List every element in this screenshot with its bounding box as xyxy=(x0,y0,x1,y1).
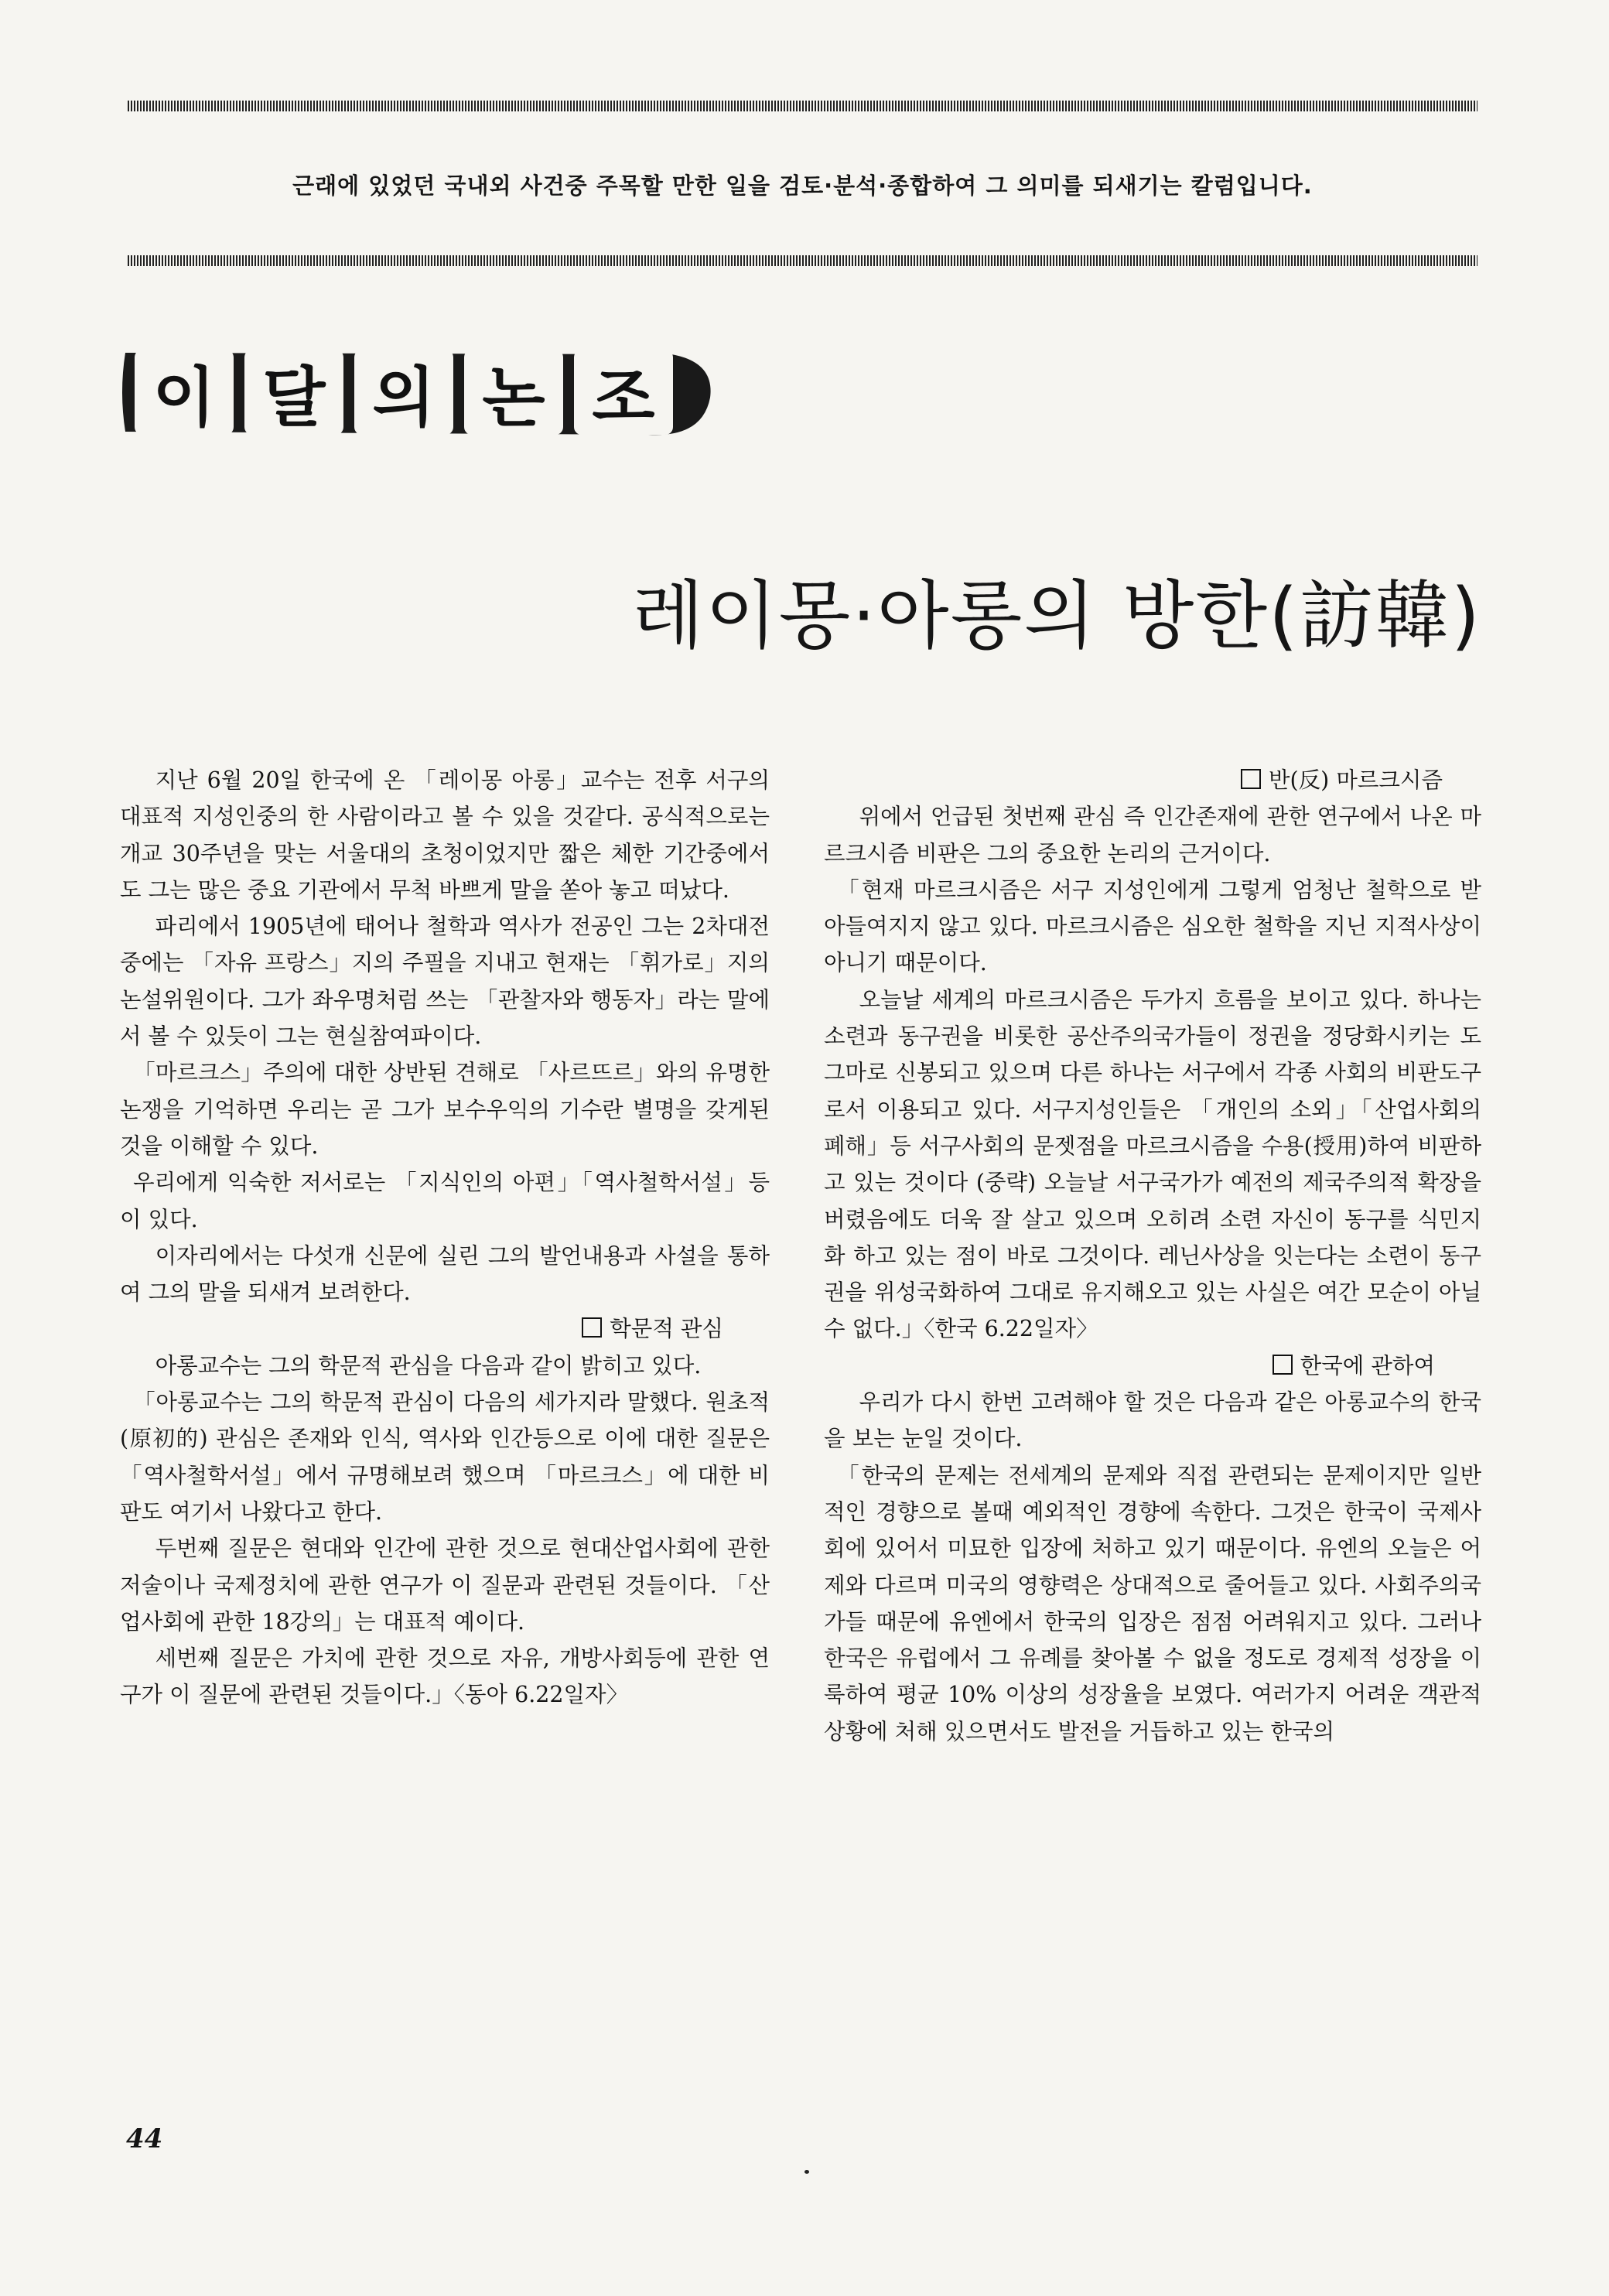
paragraph: 파리에서 1905년에 태어나 철학과 역사가 전공인 그는 2차대전중에는 「자유 프랑스」지의 주필을 지내고 현재는 「휘가로」지의 논설위원이다. 그가 좌우명처럼 쓰는 「관찰자와 행동자」라는 말에서 볼 수 있듯이 그는 현실참여파이다. xyxy=(120,914,770,1050)
section-heading xyxy=(120,1310,770,1347)
paragraph: 지난 6월 20일 한국에 온 「레이몽 아롱」교수는 전후 서구의 대표적 지성인중의 한 사람이라고 볼 수 있을 것같다. 공식적으로는 개교 30주년을 맞는 서울대의 초청이었지만 짧은 체한 기간중에서도 그는 많은 중요 기관에서 무척 바쁘게 말을 쏟아 놓고 떠났다. xyxy=(120,767,770,903)
paragraph: 우리에게 익숙한 저서로는 「지식인의 아편」「역사철학서설」등이 있다. xyxy=(120,1170,770,1232)
logo-char: 이 xyxy=(135,350,234,435)
checkbox-bullet-icon xyxy=(1273,1355,1293,1375)
paragraph: 아롱교수는 그의 학문적 관심을 다음과 같이 밝히고 있다. xyxy=(155,1352,702,1379)
right-column xyxy=(824,762,1481,1750)
article-title: 레이몽·아롱의 방한(訪韓) xyxy=(632,572,1481,659)
section-heading xyxy=(824,762,1481,798)
column-intro: 근래에 있었던 국내외 사건중 주목할 만한 일을 검토·분석·종합하여 그 의미를 되새기는 칼럼입니다. xyxy=(292,173,1313,199)
section-heading-label: 반(反) 마르크시즘 xyxy=(1269,767,1443,793)
checkbox-bullet-icon xyxy=(1241,769,1261,789)
section-heading-label: 한국에 관하여 xyxy=(1300,1352,1435,1379)
header-rule-bottom xyxy=(128,255,1477,266)
paragraph: 「마르크스」주의에 대한 상반된 견해로 「사르뜨르」와의 유명한 논쟁을 기억하면 우리는 곧 그가 보수우익의 기수란 별명을 갖게된 것을 이해할 수 있다. xyxy=(120,1060,770,1159)
column-logo xyxy=(114,339,718,446)
print-speck xyxy=(804,2170,809,2174)
quote-paragraph: 세번째 질문은 가치에 관한 것으로 자유, 개방사회등에 관한 연구가 이 질문에 관련된 것들이다.」〈동아 6.22일자〉 xyxy=(120,1645,770,1708)
header-rule-top xyxy=(128,101,1477,111)
page-number: 44 xyxy=(126,2123,163,2154)
quote-paragraph: 오늘날 세계의 마르크시즘은 두가지 흐름을 보이고 있다. 하나는 소련과 동구권을 비롯한 공산주의국가들이 정권을 정당화시키는 도그마로 신봉되고 있으며 다른 하나는 서구에서 각종 사회의 비판도구로서 이용되고 있다. 서구지성인들은 「개인의 소외」「산업사회의 폐해」등 서구사회의 문젯점을 마르크시즘을 수용(授用)하여 비판하고 있는 것이다 (중략) 오늘날 서구국가가 예전의 제국주의적 확장을 버렸음에도 더욱 잘 살고 있으며 오히려 소련 자신이 동구를 식민지화 하고 있는 점이 바로 그것이다. 레닌사상을 잇는다는 소련이 동구권을 위성국화하여 그대로 유지해오고 있는 사실은 여간 모순이 아닐 수 없다.」〈한국 6.22일자〉 xyxy=(824,986,1481,1342)
quote-paragraph: 두번째 질문은 현대와 인간에 관한 것으로 현대산업사회에 관한 저술이나 국제정치에 관한 연구가 이 질문과 관련된 것들이다. 「산업사회에 관한 18강의」는 대표적 예이다. xyxy=(120,1536,770,1635)
quote-paragraph: 「한국의 문제는 전세계의 문제와 직접 관련되는 문제이지만 일반적인 경향으로 볼때 예외적인 경향에 속한다. 그것은 한국이 국제사회에 있어서 미묘한 입장에 처하고 있기 때문이다. 유엔의 오늘은 어제와 다르며 미국의 영향력은 상대적으로 줄어들고 있다. 사회주의국가들 때문에 유엔에서 한국의 입장은 점점 어려워지고 있다. 그러나 한국은 유럽에서 그 유례를 찾아볼 수 없을 정도로 경제적 성장을 이룩하여 평균 10% 이상의 성장율을 보였다. 여러가지 어려운 객관적 상황에 처해 있으면서도 발전을 거듭하고 있는 한국의 xyxy=(824,1462,1481,1744)
quote-paragraph: 「현재 마르크시즘은 서구 지성인에게 그렇게 엄청난 철학으로 받아들여지지 않고 있다. 마르크시즘은 심오한 철학을 지닌 지적사상이 아니기 때문이다. xyxy=(824,876,1481,976)
checkbox-bullet-icon xyxy=(582,1317,602,1338)
logo-char: 달 xyxy=(244,350,343,435)
logo-char: 조 xyxy=(574,350,673,435)
left-column xyxy=(120,762,770,1713)
logo-char: 의 xyxy=(354,350,453,435)
section-heading xyxy=(824,1348,1481,1384)
quote-paragraph: 「아롱교수는 그의 학문적 관심이 다음의 세가지라 말했다. 원초적(原初的) 관심은 존재와 인식, 역사와 인간등으로 이에 대한 질문은 「역사철학서설」에서 규명해보려 했으며 「마르크스」에 대한 비판도 여기서 나왔다고 한다. xyxy=(120,1389,770,1525)
logo-char: 논 xyxy=(464,350,563,435)
paragraph: 우리가 다시 한번 고려해야 할 것은 다음과 같은 아롱교수의 한국을 보는 눈일 것이다. xyxy=(824,1389,1481,1452)
paragraph: 이자리에서는 다섯개 신문에 실린 그의 발언내용과 사설을 통하여 그의 말을 되새겨 보려한다. xyxy=(120,1242,770,1306)
paragraph: 위에서 언급된 첫번째 관심 즉 인간존재에 관한 연구에서 나온 마르크시즘 비판은 그의 중요한 논리의 근거이다. xyxy=(824,804,1481,866)
section-heading-label: 학문적 관심 xyxy=(610,1316,723,1342)
